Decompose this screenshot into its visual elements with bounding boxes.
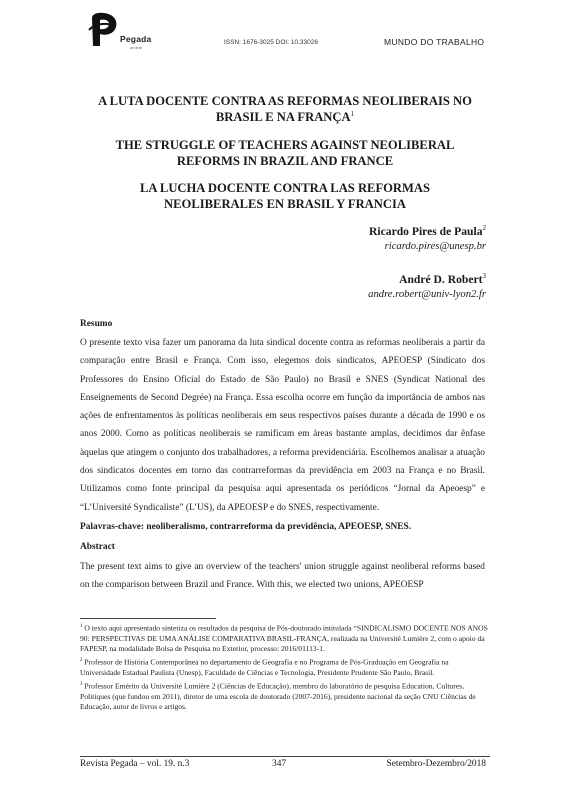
page-number: 347: [272, 759, 287, 769]
logo-subtitle: on line: [130, 45, 142, 50]
footnotes: [80, 622, 490, 714]
footnote-text: O texto aqui apresentado sintetiza os resultados da pesquisa de Pós-doutorado intitulada “SINDICALISMO DOCENTE NOS ANOS 90: PERSPECTIVAS DE UMA ANÁLISE COMPARATIVA BRASIL-FRANÇA, realizada na Université Lumière 2, com o apoio da FAPESP, na modalidade Bolsa de Pesquisa no Exterior, processo: 2016/01113-1.: [80, 623, 488, 653]
title-es-line-1: LA LUCHA DOCENTE CONTRA LAS REFORMAS: [139, 181, 431, 195]
title-pt-line-1: A LUTA DOCENTE CONTRA AS REFORMAS NEOLIBERAIS NO: [98, 94, 472, 108]
pegada-logo-icon: [86, 12, 120, 48]
abstract-paragraph: The present text aims to give an overview of the teachers' union struggle against neoliberal reforms based on the comparison between Brazil and France. With this, we elected two unions, APEOESP: [80, 562, 485, 591]
title-es-line-2: NEOLIBERALES EN BRASIL Y FRANCIA: [164, 197, 406, 211]
footer-date: Setembro-Dezembro/2018: [386, 759, 486, 769]
footnote: [80, 680, 490, 712]
author-footnote-ref[interactable]: 2: [482, 224, 486, 232]
title-english: [80, 137, 490, 169]
footer-divider: [80, 756, 490, 757]
footer-journal: Revista Pegada – vol. 19. n.3: [80, 759, 190, 769]
section-label: MUNDO DO TRABALHO: [384, 37, 485, 47]
resumo-heading: Resumo: [80, 319, 113, 329]
issn-doi: ISSN: 1676-3025 DOI: 10.33026: [224, 39, 318, 46]
title-en-line-2: REFORMS IN BRAZIL AND FRANCE: [176, 154, 394, 168]
title-pt-line-2: [80, 109, 490, 125]
footnote-number: 3: [80, 682, 83, 688]
author-block: [369, 221, 486, 254]
author-email[interactable]: ricardo.pires@unesp.br: [384, 240, 486, 252]
footnote: [80, 622, 490, 654]
author-name-text: André D. Robert: [399, 272, 483, 286]
footnote: [80, 656, 490, 678]
journal-logo: [86, 12, 156, 52]
title-pt-line-2-text: BRASIL E NA FRANÇA: [215, 110, 351, 124]
logo-name: Pegada: [120, 34, 152, 44]
author-name: [369, 221, 486, 239]
author-block: [368, 269, 486, 302]
footnote-number: 2: [80, 658, 83, 664]
title-portuguese: [80, 93, 490, 125]
footnote-text: Professor de História Contemporânea no departamento de Geografia e no Programa de Pós-Graduação em Geografia na Universidade Estadual Paulista (Unesp), Faculdade de Ciências e Tecnologia, Presidente Prudente São Paulo, Brasil.: [80, 657, 449, 677]
title-footnote-ref[interactable]: 1: [350, 109, 355, 118]
author-footnote-ref[interactable]: 3: [482, 272, 486, 280]
author-name: [368, 269, 486, 287]
keywords: Palavras-chave: neoliberalismo, contrarreforma da previdência, APEOESP, SNES.: [80, 522, 412, 532]
footnote-divider: [80, 618, 216, 619]
author-email[interactable]: andre.robert@univ-lyon2.fr: [368, 288, 486, 300]
footnote-number: 1: [80, 624, 83, 629]
title-en-line-1: THE STRUGGLE OF TEACHERS AGAINST NEOLIBERAL: [115, 138, 455, 152]
resumo-paragraph: O presente texto visa fazer um panorama da luta sindical docente contra as reformas neoliberais a partir da comparação entre Brasil e França. Com isso, elegemos dois sindicatos, APEOESP (Sindicato dos Professores do Ensino Oficial do Estado de São Paulo) no Brasil e SNES (Syndicat National des Enseignements de Second Degrée) na França. Essa escolha ocorre em função da importância de ambos nas ações de enfrentamentos às políticas neoliberais em seus respectivos países durante a década de 1990 e os anos 2000. Como as políticas neoliberais se ramificam em áreas bastante amplas, decidimos dar ênfase àquelas que atingem o conjunto dos trabalhadores, a reforma previdenciária. Escolhemos analisar a atuação dos sindicatos docentes em torno das contrarreformas da previdência em 2003 na França e no Brasil. Utilizamos como fonte principal da pesquisa aqui apresentada os periódicos “Jornal da Apeoesp” e “L’Université Syndicaliste” (L’US), da APEOESP e do SNES, respectivamente.: [80, 338, 485, 513]
abstract-heading: Abstract: [80, 542, 115, 552]
title-spanish: [80, 180, 490, 212]
footnote-text: Professor Emérito da Université Lumière 2 (Ciências de Educação), membro do laboratório de pesquisa Education, Cultures, Politiques (que fundou em 2011), diretor de uma escola de doutorado (2007-2016), presidente nacional da seção CNU Ciências de Educação, autor de livros e artigos.: [80, 681, 476, 712]
author-name-text: Ricardo Pires de Paula: [369, 224, 483, 238]
